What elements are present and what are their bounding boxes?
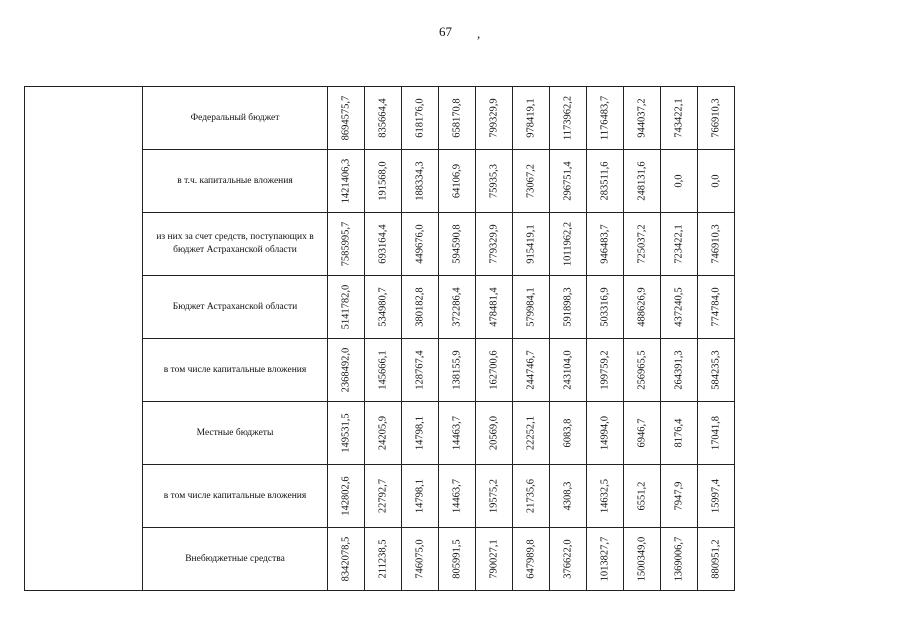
value-cell [624,528,661,591]
value-cell [439,87,476,150]
value-cell [365,150,402,213]
value-cell [402,339,439,402]
value-cell [476,339,513,402]
value-text: 64106,9 [451,163,463,199]
value-cell [328,528,365,591]
value-cell [513,465,550,528]
row-label: в том числе капитальные вложения [143,465,328,528]
value-text: 21735,6 [525,478,537,514]
value-text: 380182,8 [414,287,426,327]
value-text: 128767,4 [414,350,426,390]
value-text: 594590,8 [451,224,463,264]
value-text: 449676,0 [414,224,426,264]
value-text: 1369006,7 [673,536,685,582]
stray-mark: , [477,26,481,41]
value-cell [439,150,476,213]
value-text: 191568,0 [377,161,389,201]
value-cell [661,402,698,465]
value-text: 805991,5 [451,539,463,579]
value-text: 944037,2 [636,98,648,138]
value-cell [365,528,402,591]
value-cell [513,339,550,402]
value-cell [402,150,439,213]
value-text: 6946,7 [636,418,648,448]
value-text: 743422,1 [673,98,685,138]
value-text: 244746,7 [525,350,537,390]
value-cell [328,87,365,150]
value-text: 7947,9 [673,481,685,511]
value-text: 1013827,7 [599,536,611,582]
value-cell [365,465,402,528]
value-cell [513,213,550,276]
value-text: 946483,7 [599,224,611,264]
value-cell [328,213,365,276]
value-cell [439,276,476,339]
value-cell [550,528,587,591]
value-cell [402,528,439,591]
value-cell [476,150,513,213]
row-label: в том числе капитальные вложения [143,339,328,402]
blank-column [25,87,143,591]
value-cell [698,87,735,150]
value-text: 693164,4 [377,224,389,264]
value-cell [587,150,624,213]
value-text: 746075,0 [414,539,426,579]
value-text: 14798,1 [414,415,426,451]
value-cell [550,276,587,339]
value-text: 978419,1 [525,98,537,138]
value-cell [661,276,698,339]
value-text: 22252,1 [525,415,537,451]
value-text: 17041,8 [710,415,722,451]
value-cell [550,465,587,528]
value-cell [365,213,402,276]
value-text: 779329,9 [488,224,500,264]
value-cell [439,402,476,465]
row-label: Внебюджетные средства [143,528,328,591]
value-text: 0,0 [673,174,685,188]
row-label: Федеральный бюджет [143,87,328,150]
page-number: 67 [439,24,452,39]
value-text: 7585995,7 [340,221,352,267]
value-text: 283511,6 [599,161,611,201]
value-text: 149531,5 [340,413,352,453]
value-text: 1176483,7 [599,95,611,141]
value-cell [624,339,661,402]
row-label: Бюджет Астраханской области [143,276,328,339]
value-cell [402,213,439,276]
value-cell [624,402,661,465]
value-cell [661,339,698,402]
value-cell [587,276,624,339]
value-cell [328,465,365,528]
value-cell [550,87,587,150]
value-text: 1173962,2 [562,95,574,141]
value-text: 746910,3 [710,224,722,264]
value-cell [328,339,365,402]
value-cell [439,213,476,276]
value-text: 14994,0 [599,415,611,451]
value-cell [365,402,402,465]
value-text: 591898,3 [562,287,574,327]
value-cell [661,213,698,276]
value-text: 618176,0 [414,98,426,138]
value-text: 14798,1 [414,478,426,514]
value-text: 723422,1 [673,224,685,264]
value-cell [513,150,550,213]
value-cell [402,276,439,339]
value-cell [698,276,735,339]
row-label: в т.ч. капитальные вложения [143,150,328,213]
value-text: 766910,3 [710,98,722,138]
value-cell [439,465,476,528]
value-text: 790027,1 [488,539,500,579]
value-text: 584235,3 [710,350,722,390]
value-text: 658170,8 [451,98,463,138]
value-text: 14463,7 [451,415,463,451]
value-text: 73067,2 [525,163,537,199]
value-text: 248131,6 [636,161,648,201]
value-text: 880951,2 [710,539,722,579]
value-text: 437240,5 [673,287,685,327]
value-text: 534980,7 [377,287,389,327]
value-cell [550,213,587,276]
value-text: 774784,0 [710,287,722,327]
budget-table [24,86,735,591]
value-text: 75935,3 [488,163,500,199]
value-cell [550,339,587,402]
value-cell [624,465,661,528]
value-text: 162700,6 [488,350,500,390]
value-cell [624,213,661,276]
value-cell [328,276,365,339]
value-text: 0,0 [710,174,722,188]
value-text: 6083,8 [562,418,574,448]
value-cell [661,87,698,150]
value-text: 915419,1 [525,224,537,264]
value-text: 579984,1 [525,287,537,327]
value-cell [513,87,550,150]
value-cell [587,339,624,402]
value-text: 19575,2 [488,478,500,514]
value-cell [661,528,698,591]
value-cell [402,465,439,528]
value-cell [513,528,550,591]
value-text: 503316,9 [599,287,611,327]
table-row [25,87,735,150]
value-cell [328,402,365,465]
row-label: из них за счет средств, поступающих в бюджет Астраханской области [143,213,328,276]
value-cell [365,339,402,402]
value-cell [439,339,476,402]
value-cell [476,528,513,591]
value-cell [439,528,476,591]
value-cell [402,87,439,150]
value-text: 188334,3 [414,161,426,201]
value-text: 488626,9 [636,287,648,327]
value-cell [476,402,513,465]
value-text: 22792,7 [377,478,389,514]
value-text: 142802,6 [340,476,352,516]
value-text: 6551,2 [636,481,648,511]
value-text: 199759,2 [599,350,611,390]
value-text: 725037,2 [636,224,648,264]
value-cell [698,465,735,528]
value-cell [698,150,735,213]
value-cell [624,87,661,150]
value-cell [624,276,661,339]
value-text: 24205,9 [377,415,389,451]
value-cell [587,465,624,528]
value-cell [476,465,513,528]
value-text: 5141782,0 [340,284,352,330]
value-text: 2368492,0 [340,347,352,393]
value-text: 478481,4 [488,287,500,327]
value-text: 15997,4 [710,478,722,514]
value-cell [698,339,735,402]
value-text: 256965,5 [636,350,648,390]
value-cell [476,276,513,339]
value-text: 4308,3 [562,481,574,511]
value-cell [698,402,735,465]
value-text: 372286,4 [451,287,463,327]
value-text: 8342078,5 [340,536,352,582]
value-text: 1421406,3 [340,158,352,204]
value-cell [698,213,735,276]
value-text: 20569,0 [488,415,500,451]
value-cell [476,213,513,276]
value-text: 145666,1 [377,350,389,390]
value-text: 243104,0 [562,350,574,390]
value-cell [513,402,550,465]
value-text: 376622,0 [562,539,574,579]
value-text: 835664,4 [377,98,389,138]
value-text: 211238,5 [377,539,389,579]
value-cell [587,402,624,465]
value-text: 14463,7 [451,478,463,514]
value-text: 1500349,0 [636,536,648,582]
value-text: 138155,9 [451,350,463,390]
value-cell [402,402,439,465]
value-cell [328,150,365,213]
value-cell [587,528,624,591]
value-text: 14632,5 [599,478,611,514]
value-text: 8176,4 [673,418,685,448]
value-cell [476,87,513,150]
value-cell [661,150,698,213]
value-cell [587,213,624,276]
value-cell [365,276,402,339]
value-text: 264391,3 [673,350,685,390]
value-cell [624,150,661,213]
budget-table-body [25,87,735,591]
value-text: 1011962,2 [562,221,574,267]
value-cell [587,87,624,150]
value-cell [365,87,402,150]
value-text: 8694575,7 [340,95,352,141]
value-text: 799329,9 [488,98,500,138]
value-cell [698,528,735,591]
value-cell [550,402,587,465]
value-text: 647989,8 [525,539,537,579]
value-cell [550,150,587,213]
row-label: Местные бюджеты [143,402,328,465]
value-cell [661,465,698,528]
value-text: 296751,4 [562,161,574,201]
value-cell [513,276,550,339]
